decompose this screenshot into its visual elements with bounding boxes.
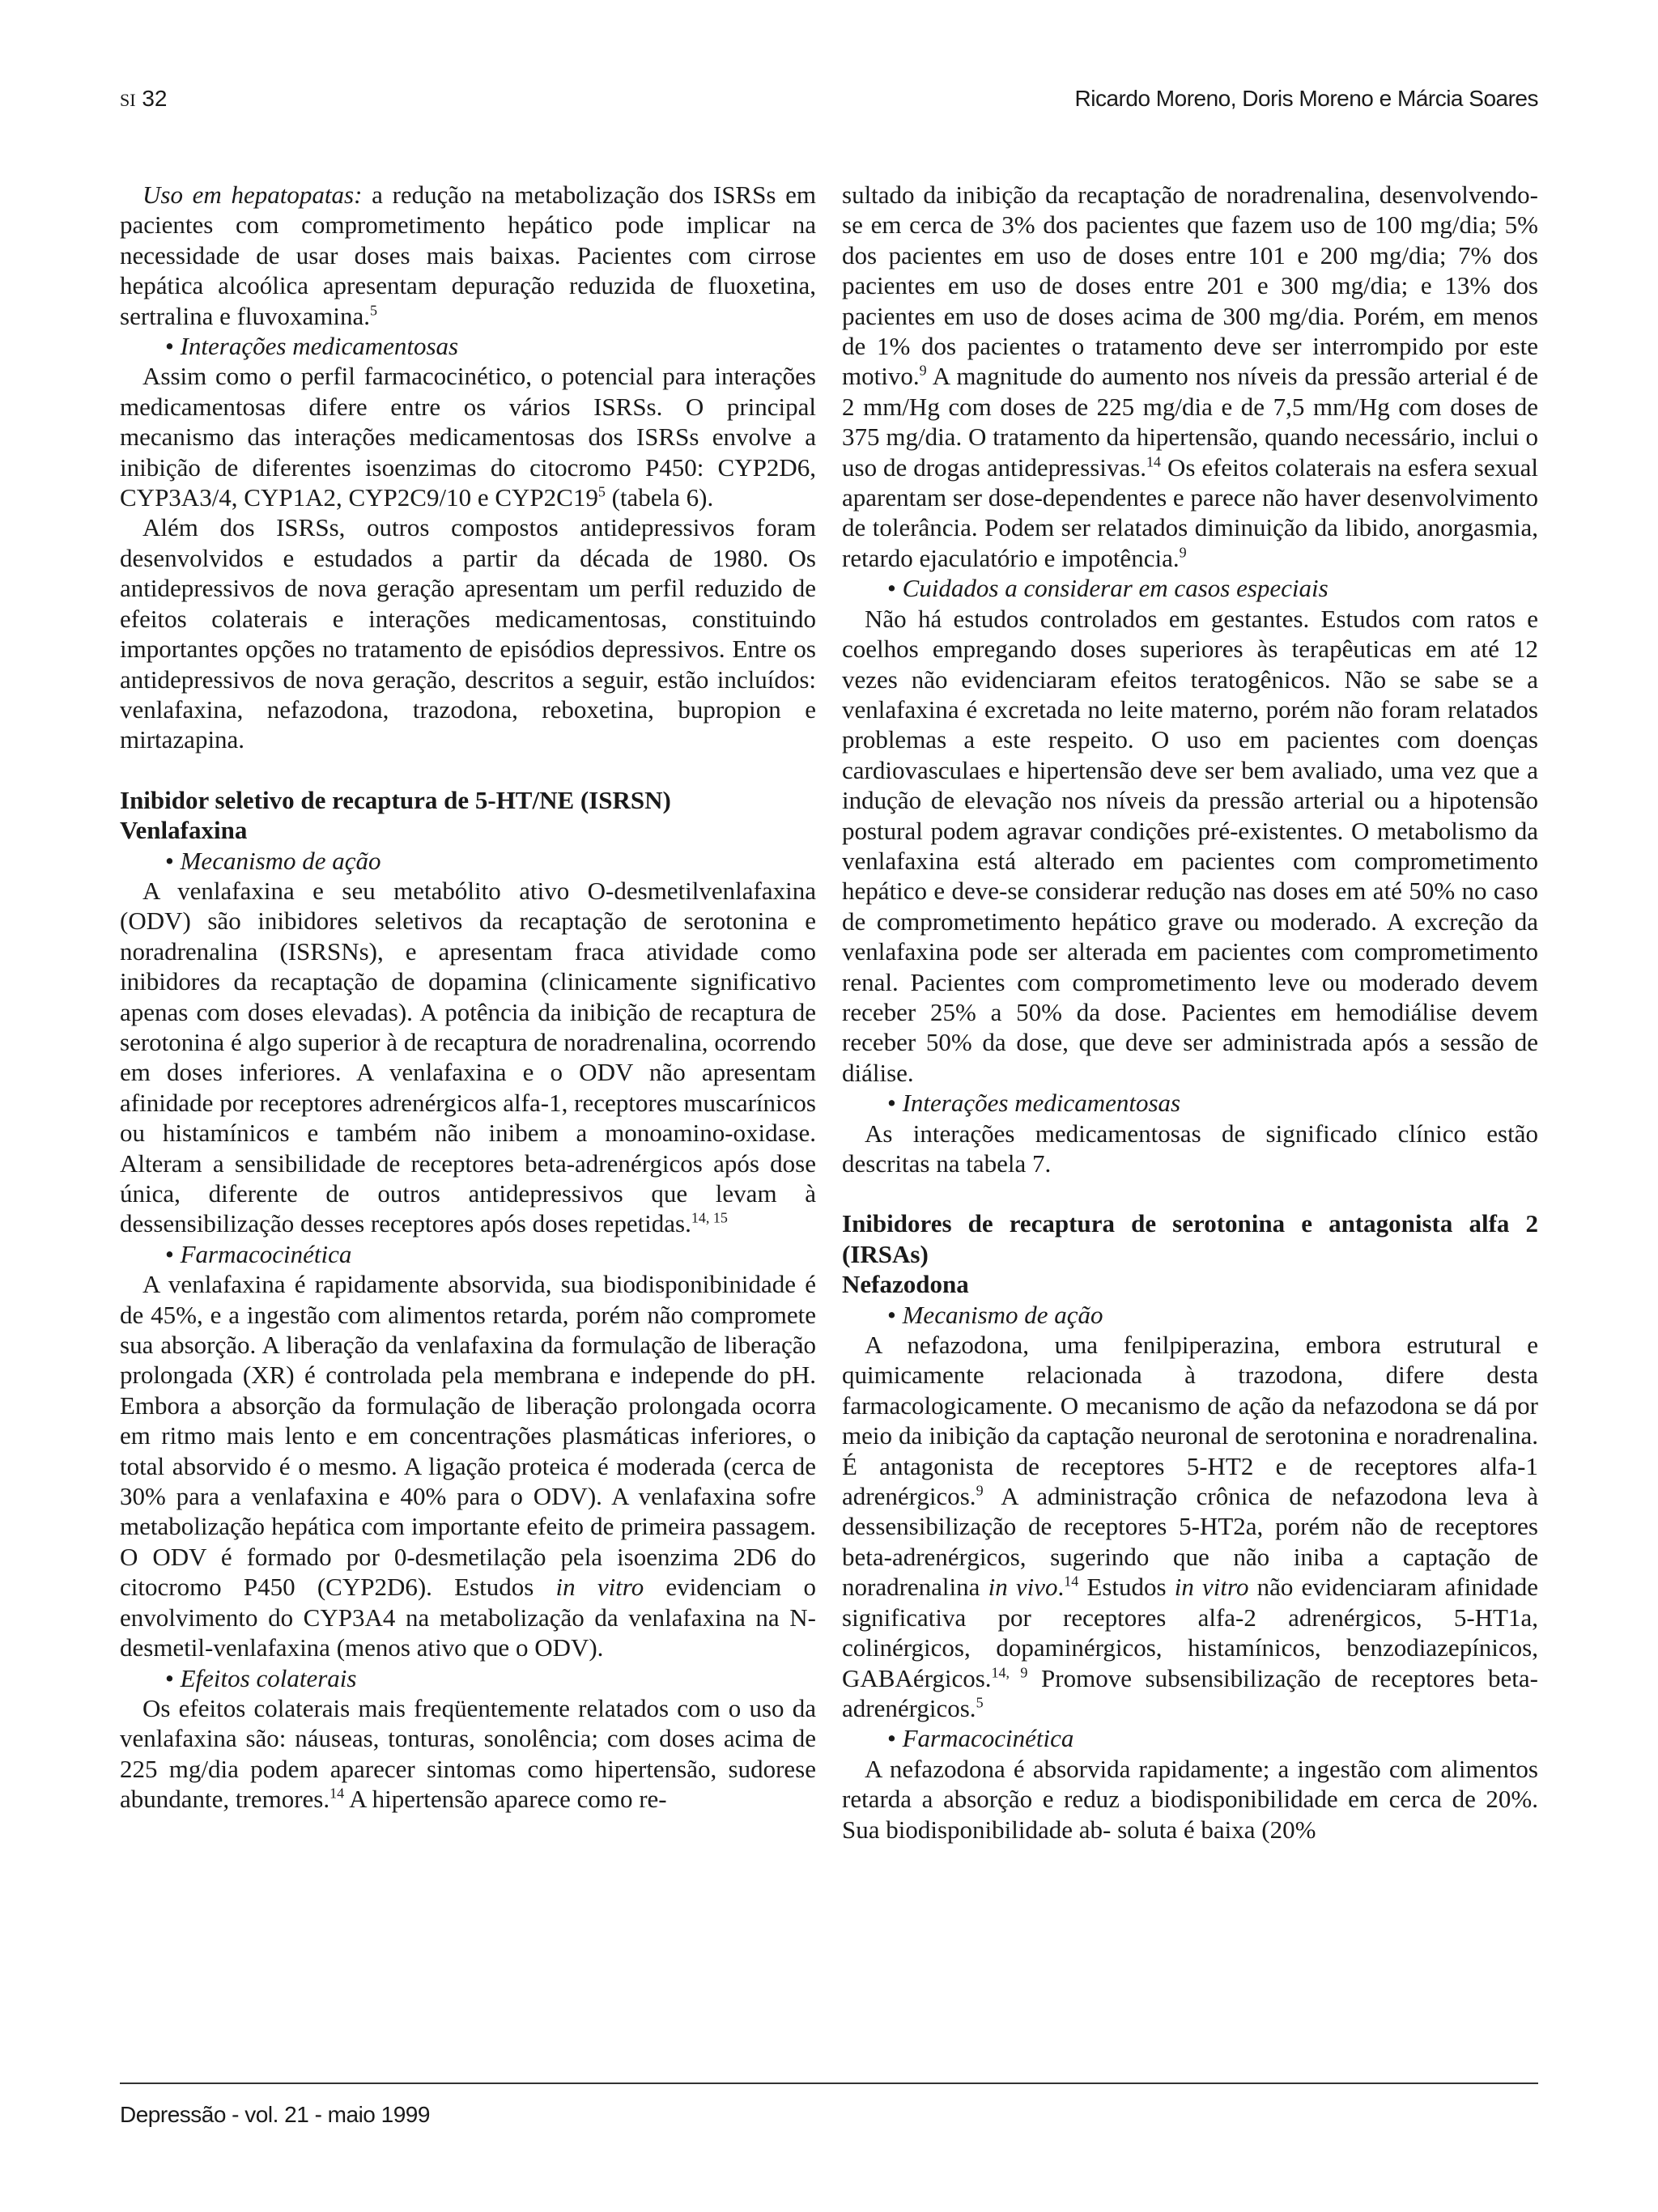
drug-heading: Nefazodona — [842, 1270, 969, 1299]
paragraph: Uso em hepatopatas: a redução na metabolização dos ISRSs em pacientes com comprometimento hepático pode implicar na necessidade de usar doses mais baixas. Pacientes com cirrose hepática alcoólica apresentam depuração reduzida de fluoxetina, sertralina e fluvoxamina.$^5$ — [120, 180, 816, 330]
left-column — [120, 180, 816, 1815]
paragraph: A venlafaxina é rapidamente absorvida, sua biodisponibinidade é de 45%, e a ingestão com alimentos retarda, porém não compromete sua absorção. A liberação da venlafaxina da formulação de liberação prolongada (XR) é controlada pela membrana e independe do pH. Embora a absorção da formulação de liberação prolongada ocorra em ritmo mais lento e em concentrações plasmáticas inferiores, o total absorvido é o mesmo. A ligação proteica é moderada (cerca de 30% para a venlafaxina e 40% para o ODV). A venlafaxina sofre metabolização hepática com importante efeito de primeira passagem. O ODV é formado por 0-desmetilação pela isoenzima 2D6 do citocromo P450 (CYP2D6). Estudos in vitro evidenciam o envolvimento do CYP3A4 na metabolização da venlafaxina na N-desmetil-venlafaxina (menos ativo que o ODV). — [120, 1270, 816, 1662]
page-number-value: 32 — [142, 86, 168, 111]
paragraph: Além dos ISRSs, outros compostos antidepressivos foram desenvolvidos e estudados a partir da década de 1980. Os antidepressivos de nova geração apresentam um perfil reduzido de efeitos colaterais e interações medicamentosas, constituindo importantes opções no tratamento de episódios depressivos. Entre os antidepressivos de nova geração, descritos a seguir, estão incluídos: venlafaxina, nefazodona, trazodona, reboxetina, bupropion e mirtazapina. — [120, 513, 816, 754]
section-heading: Inibidor seletivo de recaptura de 5-HT/NE (ISRSN) — [120, 785, 671, 814]
journal-footer: Depressão - vol. 21 - maio 1999 — [120, 2102, 430, 2127]
subsection-bullet: • Interações medicamentosas — [165, 332, 459, 361]
reference: 14 — [1064, 1573, 1079, 1590]
footer-rule — [120, 2083, 1538, 2084]
paragraph: Assim como o perfil farmacocinético, o potencial para interações medicamentosas difere entre os vários ISRSs. O principal mecanismo das interações medicamentosas dos ISRSs envolve a inibição de diferentes isoenzimas do citocromo P450: CYP2D6, CYP3A3/4, CYP1A2, CYP2C9/10 e $CYP2C19^5$ (tabela 6). — [120, 362, 816, 512]
reference: 14 — [329, 1785, 345, 1802]
subsection-bullet: • Farmacocinética — [887, 1724, 1074, 1753]
paragraph: Os efeitos colaterais mais freqüentemente relatados com o uso da venlafaxina são: náuseas, tonturas, sonolência; com doses acima de 225 mg/dia podem aparecer sintomas como hipertensão, sudorese abundante, tremores.$^{14}$ A hipertensão aparece como re- — [120, 1693, 816, 1814]
subsection-bullet: • Mecanismo de ação — [165, 846, 381, 875]
subsection-bullet: • Farmacocinética — [165, 1239, 352, 1268]
paragraph: sultado da inibição da recaptação de noradrenalina, desenvolvendo-se em cerca de 3% dos pacientes que fazem uso de 100 mg/dia; 5% dos pacientes em uso de doses entre 101 e 200 mg/dia; 7% dos pacientes em uso de doses entre 201 e 300 mg/dia; e 13% dos pacientes em uso de doses acima de 300 mg/dia. Porém, em menos de 1% dos pacientes o tratamento deve ser interrompido por este motivo.$^9$ A magnitude do aumento nos níveis da pressão arterial é de 2 mm/Hg com doses de 225 mg/dia e de 7,5 mm/Hg com doses de 375 mg/dia. O tratamento da hipertensão, quando necessário, inclui o uso de drogas antidepressivas.$^{14}$ Os efeitos colaterais na esfera sexual aparentam ser dose-dependentes e parece não haver desenvolvimento de tolerância. Podem ser relatados diminuição da libido, anorgasmia, retardo ejaculatório e impotência.$^9$ — [842, 180, 1538, 572]
reference: 14, 9 — [991, 1664, 1028, 1681]
paragraph: A nefazodona, uma fenilpiperazina, embora estrutural e quimicamente relacionada à trazodona, difere desta farmacologicamente. O mecanismo de ação da nefazodona se dá por meio da inibição da captação neuronal de serotonina e noradrenalina. É antagonista de receptores 5-HT2 e de receptores alfa-1 adrenérgicos.$^9$ A administração crônica de nefazodona leva à dessensibilização de receptores 5-HT2a, porém não de receptores beta-adrenérgicos, sugerindo que não iniba a captação de noradrenalina in vivo.$^{14}$ Estudos in vitro não evidenciaram afinidade significativa por receptores alfa-2 adrenérgicos, 5-HT1a, colinérgicos, dopaminérgicos, histamínicos, benzodiazepínicos, GABAérgicos.$^{14, 9}$ Promove subsensibilização de receptores beta-adrenérgicos.$^5$ — [842, 1331, 1538, 1722]
paragraph-lead: Uso em hepatopatas: — [142, 180, 363, 209]
reference: 5 — [370, 302, 378, 319]
reference: 14, 15 — [691, 1210, 728, 1227]
subsection-bullet: • Cuidados a considerar em casos especiais — [887, 574, 1329, 603]
page-prefix: SI — [120, 90, 136, 110]
paragraph: Não há estudos controlados em gestantes. Estudos com ratos e coelhos empregando doses superiores às terapêuticas em até 12 vezes não evidenciaram efeitos teratogênicos. Não se sabe se a venlafaxina é excretada no leite materno, porém não foram relatados problemas a este respeito. O uso em pacientes com doenças cardiovasculaes e hipertensão deve ser bem avaliado, uma vez que a indução de elevação nos níveis da pressão arterial ou a hipotensão postural podem agravar condições pré-existentes. O metabolismo da venlafaxina está alterado em pacientes com comprometimento hepático e deve-se considerar redução nas doses em até 50% no caso de comprometimento hepático grave ou moderado. A excreção da venlafaxina pode ser alterada em pacientes com comprometimento renal. Pacientes com comprometimento leve ou moderado devem receber 25% a 50% da dose. Pacientes em hemodiálise devem receber 50% da dose, que deve ser administrada após a sessão de diálise. — [842, 604, 1538, 1087]
paragraph: A nefazodona é absorvida rapidamente; a ingestão com alimentos retarda a absorção e reduz a biodisponibilidade em cerca de 20%. Sua biodisponibilidade ab- soluta é baixa (20% — [842, 1754, 1538, 1844]
reference: 14 — [1146, 453, 1161, 470]
running-header-authors: Ricardo Moreno, Doris Moreno e Márcia Soares — [1074, 86, 1538, 111]
drug-heading: Venlafaxina — [120, 816, 248, 845]
reference: 5 — [597, 483, 606, 500]
subsection-bullet: • Mecanismo de ação — [887, 1300, 1103, 1329]
subsection-bullet: • Efeitos colaterais — [165, 1663, 357, 1692]
paragraph: A venlafaxina e seu metabólito ativo O-desmetilvenlafaxina (ODV) são inibidores seletivos da recaptação de serotonina e noradrenalina (ISRSNs), e apresentam fraca atividade como inibidores da recaptação de dopamina (clinicamente significativo apenas com doses elevadas). A potência da inibição de recaptura de serotonina é algo superior à de recaptura de noradrenalina, ocorrendo em doses inferiores. A venlafaxina e o ODV não apresentam afinidade por receptores adrenérgicos alfa-1, receptores muscarínicos ou histamínicos e também não inibem a monoamino-oxidase. Alteram a sensibilidade de receptores beta-adrenérgicos após dose única, diferente de outros antidepressivos que levam à dessensibilização desses receptores após doses repetidas.$^{14, 15}$ — [120, 876, 816, 1238]
page-number — [120, 86, 168, 112]
subsection-bullet: • Interações medicamentosas — [887, 1089, 1181, 1118]
paragraph: As interações medicamentosas de significado clínico estão descritas na tabela 7. — [842, 1119, 1538, 1178]
reference: 9 — [976, 1482, 984, 1499]
reference: 9 — [919, 363, 927, 380]
reference: 9 — [1179, 544, 1187, 561]
right-column — [842, 180, 1538, 1845]
reference: 5 — [976, 1694, 984, 1711]
section-heading: Inibidores de recaptura de serotonina e antagonista alfa 2 (IRSAs) — [842, 1209, 1538, 1268]
